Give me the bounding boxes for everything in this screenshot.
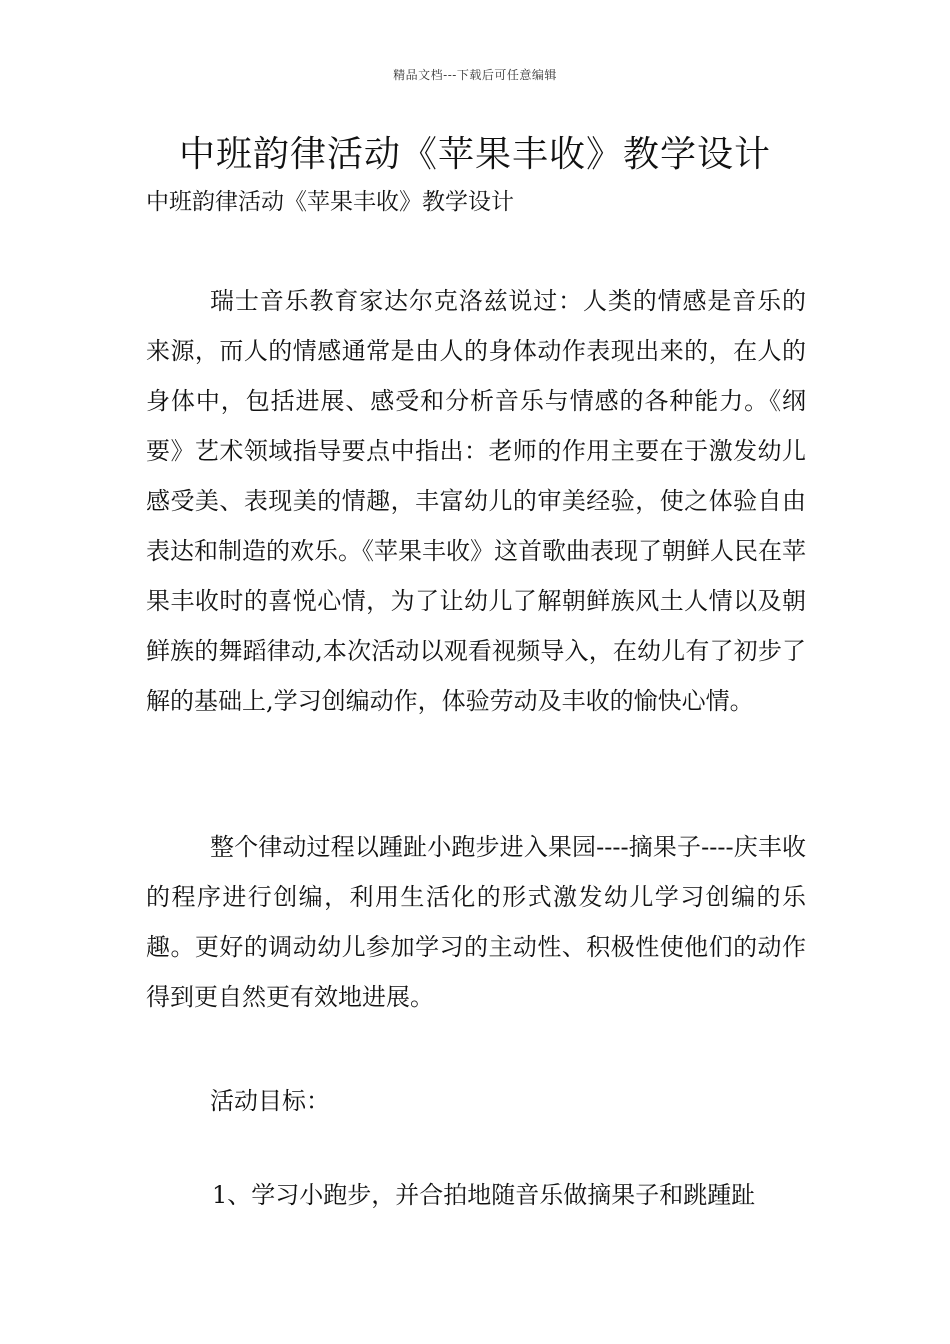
paragraph-process: 整个律动过程以踵趾小跑步进入果园----摘果子----庆丰收的程序进行创编，利用生活化的形式激发幼儿学习创编的乐趣。更好的调动幼儿参加学习的主动性、积极性使他们的动作得到更自然更有效地进展。 [146, 833, 806, 1011]
document-title: 中班韵律活动《苹果丰收》教学设计 [178, 134, 771, 175]
document-subtitle: 中班韵律活动《苹果丰收》教学设计 [146, 189, 514, 215]
paragraph-intro: 瑞士音乐教育家达尔克洛兹说过：人类的情感是音乐的来源，而人的情感通常是由人的身体动作表现出来的，在人的身体中，包括进展、感受和分析音乐与情感的各种能力。《纲要》艺术领域指导要点中指出：老师的作用主要在于激发幼儿感受美、表现美的情趣，丰富幼儿的审美经验，使之体验自由表达和制造的欢乐。《苹果丰收》这首歌曲表现了朝鲜人民在苹果丰收时的喜悦心情，为了让幼儿了解朝鲜族风土人情以及朝鲜族的舞蹈律动,本次活动以观看视频导入，在幼儿有了初步了解的基础上,学习创编动作，体验劳动及丰收的愉快心情。 [146, 287, 806, 715]
goal-item-1: 1、学习小跑步，并合拍地随音乐做摘果子和跳踵趾 [212, 1181, 756, 1209]
section-heading-goals: 活动目标： [210, 1087, 330, 1115]
header-note: 精品文档---下载后可任意编辑 [393, 68, 557, 82]
